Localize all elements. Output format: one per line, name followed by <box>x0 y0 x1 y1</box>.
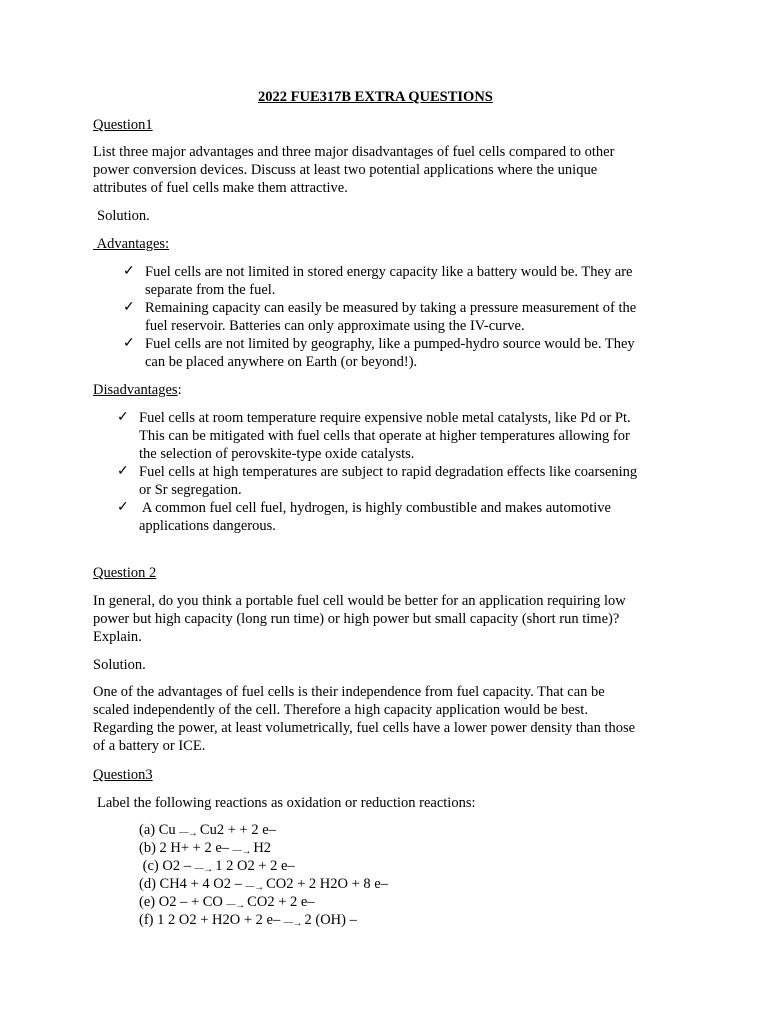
reaction-rhs: Cu2 + + 2 e– <box>199 822 276 838</box>
reaction-arrow-icon: −−→ <box>244 882 264 893</box>
disadvantages-heading-colon: : <box>177 382 182 398</box>
reaction-lhs: (f) 1 2 O2 + H2O + 2 e– <box>139 912 281 928</box>
reaction-lhs: (e) O2 – + CO <box>139 894 223 910</box>
question3-heading: Question3 <box>93 767 153 783</box>
disadvantage-item-line: A common fuel cell fuel, hydrogen, is highly combustible and makes automotive <box>139 500 611 516</box>
reaction-item <box>139 821 276 841</box>
reaction-arrow-icon: −−→ <box>225 900 245 911</box>
reaction-lhs: (a) Cu <box>139 822 176 838</box>
reaction-lhs: (d) CH4 + 4 O2 – <box>139 876 242 892</box>
advantage-item-line: can be placed anywhere on Earth (or beyond!). <box>145 354 418 370</box>
advantage-item-line: Fuel cells are not limited in stored energy capacity like a battery would be. They are <box>145 264 633 280</box>
question2-answer-line: Regarding the power, at least volumetrically, fuel cells have a lower power density than those <box>93 720 636 736</box>
question2-answer-line: of a battery or ICE. <box>93 738 206 754</box>
advantages-heading-text: Advantages: <box>96 236 170 252</box>
question2-solution-label: Solution. <box>93 657 146 673</box>
reaction-item <box>139 839 271 859</box>
reaction-lhs: (b) 2 H+ + 2 e– <box>139 840 230 856</box>
disadvantage-item-line: Fuel cells at high temperatures are subject to rapid degradation effects like coarsening <box>139 464 638 480</box>
reaction-rhs: H2 <box>253 840 272 856</box>
reaction-arrow-icon: −−→ <box>178 828 197 839</box>
question1-text-line: List three major advantages and three major disadvantages of fuel cells compared to other <box>93 144 615 160</box>
disadvantage-item-line: applications dangerous. <box>139 518 276 534</box>
question1-text-line: attributes of fuel cells make them attractive. <box>93 180 348 196</box>
reaction-lhs: (c) O2 – <box>139 858 191 874</box>
reaction-arrow-icon: −−→ <box>283 918 302 929</box>
check-mark-icon: ✓ <box>117 500 129 515</box>
reaction-rhs: CO2 + 2 H2O + 8 e– <box>266 876 388 892</box>
reaction-rhs: 2 (OH) – <box>304 912 357 928</box>
question2-text-line: In general, do you think a portable fuel cell would be better for an application requiring low <box>93 593 626 609</box>
question2-heading: Question 2 <box>93 565 157 581</box>
disadvantage-item-line: the selection of perovskite-type oxide catalysts. <box>139 446 415 462</box>
question2-text-line: power but high capacity (long run time) or high power but small capacity (short run time)? <box>93 611 620 627</box>
question2-answer-line: scaled independently of the cell. Therefore a high capacity application would be best. <box>93 702 588 718</box>
question3-text: Label the following reactions as oxidation or reduction reactions: <box>97 795 476 811</box>
advantages-heading <box>93 235 169 253</box>
reaction-rhs: CO2 + 2 e– <box>247 894 315 910</box>
reaction-item <box>139 857 295 877</box>
question1-heading: Question1 <box>93 117 153 133</box>
advantage-item-line: fuel reservoir. Batteries can only approximate using the IV-curve. <box>145 318 525 334</box>
disadvantage-item-line: This can be mitigated with fuel cells that operate at higher temperatures allowing for <box>139 428 630 444</box>
reaction-item <box>139 875 388 895</box>
disadvantage-item-line: or Sr segregation. <box>139 482 242 498</box>
check-mark-icon: ✓ <box>117 464 129 479</box>
document-title: 2022 FUE317B EXTRA QUESTIONS <box>258 89 493 105</box>
advantage-item-line: Remaining capacity can easily be measured by taking a pressure measurement of the <box>145 300 637 316</box>
disadvantages-heading-text: Disadvantages <box>93 382 178 398</box>
disadvantages-heading <box>93 381 182 399</box>
reaction-rhs: 1 2 O2 + 2 e– <box>215 858 295 874</box>
disadvantage-item-line: Fuel cells at room temperature require expensive noble metal catalysts, like Pd or Pt. <box>139 410 631 426</box>
reaction-arrow-icon: −−→ <box>232 846 251 857</box>
reaction-item <box>139 893 315 913</box>
advantage-item-line: Fuel cells are not limited by geography, like a pumped-hydro source would be. They <box>145 336 635 352</box>
check-mark-icon: ✓ <box>123 300 135 315</box>
check-mark-icon: ✓ <box>117 410 129 425</box>
question1-text-line: power conversion devices. Discuss at least two potential applications where the unique <box>93 162 598 178</box>
advantage-item-line: separate from the fuel. <box>145 282 276 298</box>
question1-solution-label: Solution. <box>97 208 150 224</box>
check-mark-icon: ✓ <box>123 264 135 279</box>
check-mark-icon: ✓ <box>123 336 135 351</box>
reaction-arrow-icon: −−→ <box>193 864 213 875</box>
question2-text-line: Explain. <box>93 629 142 645</box>
reaction-item <box>139 911 357 931</box>
question2-answer-line: One of the advantages of fuel cells is their independence from fuel capacity. That can be <box>93 684 605 700</box>
